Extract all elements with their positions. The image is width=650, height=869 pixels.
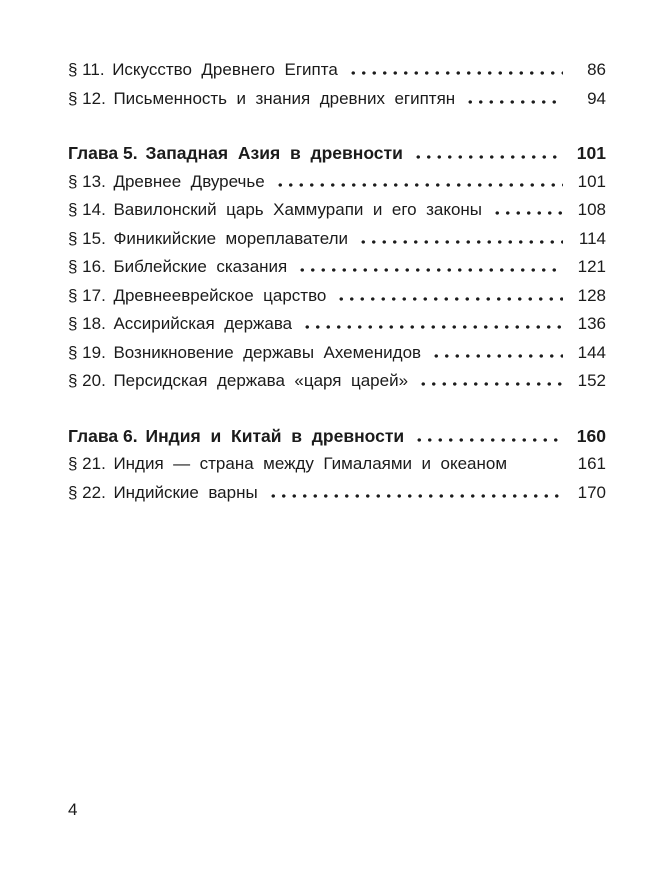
toc-section-entry — [68, 367, 606, 396]
entry-title: Индия и Китай в древности — [145, 425, 405, 446]
entry-title: Древнееврейское царство — [113, 285, 327, 305]
dot-leader — [418, 381, 563, 386]
entry-title: Письменность и знания древних египтян — [113, 88, 456, 108]
toc-section-entry — [68, 450, 606, 479]
entry-label: § 13. — [68, 171, 106, 191]
entry-label: § 20. — [68, 371, 106, 390]
toc-section-entry — [68, 85, 606, 114]
entry-label: § 16. — [68, 257, 106, 276]
entry-label: § 19. — [68, 342, 106, 362]
entry-title: Индийские варны — [113, 482, 258, 502]
entry-page-number: 114 — [578, 228, 606, 248]
entry-title: Древнее Двуречье — [113, 171, 265, 191]
entry-title: Финикийские мореплаватели — [113, 228, 349, 248]
dot-leader — [517, 464, 563, 469]
toc-section-entry — [68, 56, 606, 85]
entry-page-number: 161 — [577, 454, 606, 473]
entry-title: Искусство Древнего Египта — [112, 60, 338, 79]
dot-leader — [414, 437, 563, 442]
dot-leader — [302, 324, 563, 329]
dot-leader — [268, 493, 563, 498]
toc-section-entry — [68, 253, 606, 282]
dot-leader — [336, 296, 563, 301]
toc-chapter-entry — [68, 139, 606, 168]
entry-label: § 14. — [68, 200, 106, 219]
entry-title: Библейские сказания — [113, 257, 288, 276]
entry-label: § 18. — [68, 314, 106, 333]
entry-label: Глава 5. — [68, 143, 138, 163]
entry-label: § 22. — [68, 482, 106, 502]
entry-title: Возникновение державы Ахеменидов — [113, 342, 422, 362]
entry-title: Персидская держава «царя царей» — [113, 371, 409, 390]
entry-page-number: 144 — [577, 342, 606, 362]
entry-title: Ассирийская держава — [113, 314, 293, 333]
page-number: 4 — [68, 800, 78, 819]
entry-title: Индия — страна между Гималаями и океаном — [113, 454, 508, 473]
entry-page-number: 108 — [577, 200, 606, 219]
dot-leader — [413, 154, 563, 159]
entry-label: § 11. — [68, 60, 105, 79]
dot-leader — [297, 267, 563, 272]
entry-title: Вавилонский царь Хаммурапи и его законы — [113, 200, 483, 219]
entry-page-number: 160 — [576, 425, 606, 446]
toc-chapter-entry — [68, 422, 606, 451]
entry-label: § 12. — [68, 88, 106, 108]
dot-leader — [465, 99, 563, 104]
entry-page-number: 170 — [577, 482, 606, 502]
entry-page-number: 121 — [577, 257, 606, 276]
dot-leader — [492, 210, 563, 215]
entry-page-number: 86 — [587, 60, 606, 79]
entry-page-number: 128 — [577, 285, 606, 305]
toc-section-entry — [68, 168, 606, 197]
entry-page-number: 101 — [577, 171, 606, 191]
dot-leader — [348, 70, 563, 75]
entry-label: § 21. — [68, 454, 106, 473]
toc-section-entry — [68, 196, 606, 225]
entry-label: Глава 6. — [68, 425, 138, 446]
entry-label: § 17. — [68, 285, 106, 305]
entry-page-number: 136 — [577, 314, 606, 333]
toc-section-entry — [68, 225, 606, 254]
dot-leader — [358, 239, 563, 244]
toc-section-entry — [68, 479, 606, 508]
dot-leader — [275, 182, 563, 187]
dot-leader — [431, 353, 563, 358]
entry-title: Западная Азия в древности — [145, 143, 403, 163]
toc-section-entry — [68, 339, 606, 368]
entry-page-number: 101 — [576, 143, 606, 163]
table-of-contents — [68, 56, 606, 507]
toc-section-entry — [68, 310, 606, 339]
entry-label: § 15. — [68, 228, 106, 248]
toc-section-entry — [68, 282, 606, 311]
entry-page-number: 152 — [577, 371, 606, 390]
entry-page-number: 94 — [587, 88, 606, 108]
